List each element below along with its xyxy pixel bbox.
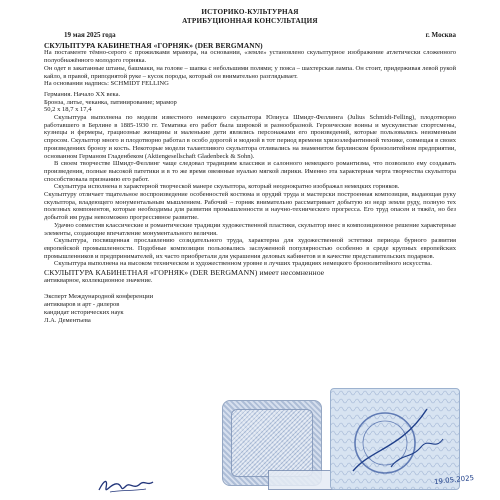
- conclusion: [44, 268, 456, 277]
- handwritten-signature: [96, 474, 156, 496]
- body-paragraph: Скульптура исполнена в характерной творческой манере скульптора, который неоднократно изображал немецких горняков.: [54, 183, 400, 191]
- body-paragraph: Удачно совместив классические и романтические традиции художественной пластики, скульптор внес в композиционное решение характерные элементы, создающие впечатление монументального величия.: [44, 221, 456, 237]
- document-date: 19 мая 2025 года: [64, 31, 116, 39]
- official-seal-overlay: [330, 388, 460, 490]
- dateline: [64, 32, 456, 40]
- conclusion-tail: имеет несомненное: [257, 268, 325, 278]
- expert-line-2: антикваров и арт - дилеров: [44, 300, 120, 308]
- body-paragraph: В своем творчестве Шмидт-Феллинг чаще следовал традициям классики и салонного немецкого романтизма, что позволило ему создавать произведения, полные высокой патетики и в то же время овеянные нуалью мягкой лирики. Именно эта характерная черта творчества скульптора способствовала признанию его работ.: [44, 160, 456, 183]
- body-paragraph: Скульптуру отличает тщательное воспроизведение особенностей костюма и орудий труда и мастерски построенная композиция, выдающая руку скульптора, владеющего монументальным мышлением. Рабочий – горняк внимательно рассматривает добытую из недр земли руду, полную тех полезных компонентов, которые необходимы для развития промышленности и научно-технического прогресса. Его труд опасен и тяжёл, но без добытой им руды невозможно прогрессивное развитие.: [44, 191, 456, 222]
- body-paragraph: Скульптура выполнена по модели известного немецкого скульптора Юлиуса Шмидт-Феллинга (Julius Schmidt-Felling), плодотворно работавшего в Берлине в 1885-1930 гг. Тематика его работ была широкой и разнообразной. Героические воины и мускулистые спортсмены, кузнецы и фермеры, грациозные женщины и маленькие дети являлись персонажами его произведений, которые пользовались неизменным спросом. Скульптор много и плодотворно работал в особо дорогой и модной в тот период времени хризоэлефантинной технике, совмещая в своих произведениях бронзу и кость. Некоторые модели талантливого скульптора отливались на знаменитом берлинском бронзолитейном предприятии, основанном Германом Гладенбеком (Aktiengesellschaft Gladenbeck & Sohn).: [44, 114, 456, 160]
- header-line-1: ИСТОРИКО-КУЛЬТУРНАЯ: [201, 8, 299, 16]
- dimensions-line: 50,2 х 18,7 х 17,4: [44, 106, 92, 114]
- body-paragraph: Скульптура, посвященная прославлению созидательного труда, характерна для художественной эстетики периода бурного развития европейской промышленности. Подобные композиции пользовались заслуженной популярностью особенно в среде крупных европейских промышленников и предпринимателей, их часто приобретали для украшения деловых кабинетов и в качестве представительских подарков.: [44, 237, 456, 260]
- material-line: Бронза, литье, чеканка, патинирование; мрамор: [44, 98, 177, 106]
- intro-paragraph-1: На постаменте тёмно-серого с прожилками мрамора, на основании, «земле» установлено скульптурное изображение атлетически сложенного полуобнажённого молодого горняка.: [44, 49, 456, 65]
- expert-line-4: Л.А. Дементьева: [44, 316, 91, 324]
- origin-line: Германия. Начало ХХ века.: [44, 90, 121, 98]
- document-city: г. Москва: [425, 31, 456, 39]
- conclusion-title: СКУЛЬПТУРА КАБИНЕТНАЯ «ГОРНЯК» (DER BERGMANN): [44, 268, 258, 278]
- expert-line-1: Эксперт Международной конференции: [44, 292, 154, 300]
- conclusion-line-2: антикварное, коллекционное значение.: [44, 277, 153, 285]
- expert-block: [44, 293, 456, 325]
- expert-line-3: кандидат исторических наук: [44, 308, 124, 316]
- document-header: [44, 8, 456, 26]
- seal-date: 19.05.2025: [433, 473, 475, 487]
- signature-line: На основании надпись: SCHMIDT FELLING: [44, 80, 169, 88]
- header-line-2: АТРИБУЦИОННАЯ КОНСУЛЬТАЦИЯ: [182, 17, 318, 25]
- sculpture-title: СКУЛЬПТУРА КАБИНЕТНАЯ «ГОРНЯК» (DER BERGMANN): [44, 40, 263, 50]
- body-paragraph: Скульптура выполнена на высоком техническом и художественном уровне в лучших традициях немецкого бронзолитейного искусства.: [54, 260, 432, 268]
- intro-paragraph-2: Он одет в закатанные штаны, башмаки, на голове – шапка с небольшими полями; у пояса – шахтерская лампа. Он стоит, придерживая левой рукой кайло, в правой, приподнятой руке – кусок породы, который он внимательно разглядывает.: [44, 64, 456, 80]
